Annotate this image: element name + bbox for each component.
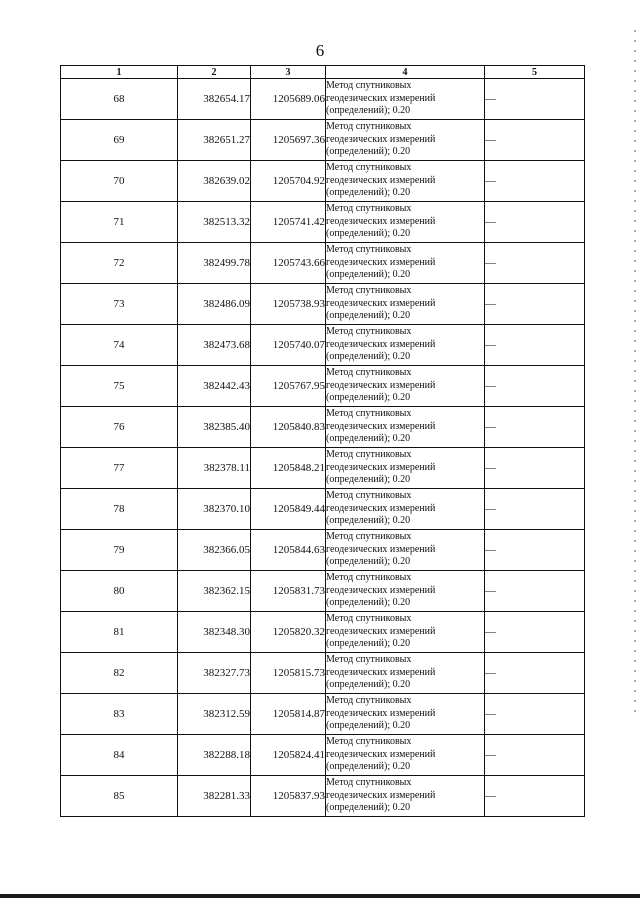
method-line: Метод спутниковых — [326, 121, 412, 133]
note-cell: — — [485, 366, 585, 407]
method-line: (определений); 0.20 — [326, 802, 411, 814]
coordinate-x: 382288.18 — [178, 735, 251, 776]
method-line: (определений); 0.20 — [326, 310, 411, 322]
table-row — [61, 571, 585, 612]
method-line: геодезических измерений — [326, 584, 436, 596]
point-number: 85 — [61, 776, 178, 817]
method-cell — [326, 79, 485, 120]
method-line: геодезических измерений — [326, 543, 436, 555]
method-line: Метод спутниковых — [326, 736, 412, 748]
note-cell: — — [485, 694, 585, 735]
note-cell: — — [485, 448, 585, 489]
note-cell: — — [485, 284, 585, 325]
coordinate-x: 382639.02 — [178, 161, 251, 202]
point-number: 72 — [61, 243, 178, 284]
column-header-x: 2 — [178, 66, 251, 79]
column-header-method: 4 — [326, 66, 485, 79]
method-line: геодезических измерений — [326, 338, 436, 350]
point-number: 69 — [61, 120, 178, 161]
method-line: (определений); 0.20 — [326, 269, 411, 281]
method-cell — [326, 735, 485, 776]
point-number: 74 — [61, 325, 178, 366]
point-number: 81 — [61, 612, 178, 653]
note-cell: — — [485, 653, 585, 694]
coordinate-y: 1205743.66 — [251, 243, 326, 284]
note-cell: — — [485, 612, 585, 653]
method-line: геодезических измерений — [326, 707, 436, 719]
coordinate-y: 1205837.93 — [251, 776, 326, 817]
method-line: геодезических измерений — [326, 625, 436, 637]
coordinate-y: 1205741.42 — [251, 202, 326, 243]
coordinate-y: 1205767.95 — [251, 366, 326, 407]
method-line: (определений); 0.20 — [326, 433, 411, 445]
method-line: (определений); 0.20 — [326, 515, 411, 527]
method-cell — [326, 366, 485, 407]
method-line: Метод спутниковых — [326, 777, 412, 789]
table-row — [61, 79, 585, 120]
scan-bottom-border — [0, 894, 640, 898]
method-line: (определений); 0.20 — [326, 228, 411, 240]
note-cell: — — [485, 202, 585, 243]
coordinate-x: 382654.17 — [178, 79, 251, 120]
method-cell — [326, 530, 485, 571]
point-number: 71 — [61, 202, 178, 243]
table-row — [61, 366, 585, 407]
point-number: 76 — [61, 407, 178, 448]
column-header-note: 5 — [485, 66, 585, 79]
method-line: Метод спутниковых — [326, 531, 412, 543]
column-header-y: 3 — [251, 66, 326, 79]
method-line: Метод спутниковых — [326, 449, 412, 461]
scan-edge-marks — [634, 30, 636, 720]
method-cell — [326, 407, 485, 448]
table-header-row — [61, 66, 585, 79]
method-line: Метод спутниковых — [326, 285, 412, 297]
note-cell: — — [485, 735, 585, 776]
note-cell: — — [485, 530, 585, 571]
table-row — [61, 284, 585, 325]
point-number: 68 — [61, 79, 178, 120]
note-cell: — — [485, 161, 585, 202]
method-cell — [326, 489, 485, 530]
method-line: геодезических измерений — [326, 256, 436, 268]
point-number: 83 — [61, 694, 178, 735]
point-number: 70 — [61, 161, 178, 202]
method-line: (определений); 0.20 — [326, 720, 411, 732]
method-line: (определений); 0.20 — [326, 761, 411, 773]
point-number: 82 — [61, 653, 178, 694]
method-line: геодезических измерений — [326, 420, 436, 432]
method-line: геодезических измерений — [326, 215, 436, 227]
method-cell — [326, 202, 485, 243]
coordinate-x: 382513.32 — [178, 202, 251, 243]
method-line: Метод спутниковых — [326, 162, 412, 174]
method-cell — [326, 612, 485, 653]
method-cell — [326, 448, 485, 489]
method-cell — [326, 325, 485, 366]
method-line: (определений); 0.20 — [326, 556, 411, 568]
method-line: Метод спутниковых — [326, 654, 412, 666]
method-cell — [326, 243, 485, 284]
table-row — [61, 489, 585, 530]
coordinate-y: 1205689.06 — [251, 79, 326, 120]
point-number: 73 — [61, 284, 178, 325]
coordinate-y: 1205820.32 — [251, 612, 326, 653]
coordinate-x: 382499.78 — [178, 243, 251, 284]
table-body — [61, 79, 585, 817]
note-cell: — — [485, 407, 585, 448]
note-cell: — — [485, 243, 585, 284]
coordinate-x: 382385.40 — [178, 407, 251, 448]
method-cell — [326, 571, 485, 612]
coordinates-table — [60, 65, 585, 817]
note-cell: — — [485, 571, 585, 612]
coordinate-x: 382486.09 — [178, 284, 251, 325]
method-line: геодезических измерений — [326, 461, 436, 473]
coordinate-x: 382442.43 — [178, 366, 251, 407]
method-line: Метод спутниковых — [326, 80, 412, 92]
table-row — [61, 448, 585, 489]
method-cell — [326, 776, 485, 817]
method-line: геодезических измерений — [326, 502, 436, 514]
method-line: (определений); 0.20 — [326, 392, 411, 404]
method-line: Метод спутниковых — [326, 367, 412, 379]
method-line: Метод спутниковых — [326, 203, 412, 215]
method-line: Метод спутниковых — [326, 408, 412, 420]
table-row — [61, 612, 585, 653]
note-cell: — — [485, 325, 585, 366]
method-line: геодезических измерений — [326, 174, 436, 186]
point-number: 75 — [61, 366, 178, 407]
note-cell: — — [485, 776, 585, 817]
method-line: Метод спутниковых — [326, 572, 412, 584]
point-number: 84 — [61, 735, 178, 776]
method-line: геодезических измерений — [326, 789, 436, 801]
coordinate-y: 1205738.93 — [251, 284, 326, 325]
table-row — [61, 161, 585, 202]
note-cell: — — [485, 120, 585, 161]
table-row — [61, 735, 585, 776]
coordinate-x: 382348.30 — [178, 612, 251, 653]
method-line: (определений); 0.20 — [326, 638, 411, 650]
method-line: (определений); 0.20 — [326, 187, 411, 199]
coordinate-y: 1205848.21 — [251, 448, 326, 489]
table-row — [61, 120, 585, 161]
method-line: Метод спутниковых — [326, 244, 412, 256]
coordinate-x: 382378.11 — [178, 448, 251, 489]
coordinate-y: 1205824.41 — [251, 735, 326, 776]
method-line: Метод спутниковых — [326, 490, 412, 502]
coordinate-x: 382651.27 — [178, 120, 251, 161]
method-cell — [326, 284, 485, 325]
point-number: 78 — [61, 489, 178, 530]
coordinate-y: 1205814.87 — [251, 694, 326, 735]
point-number: 77 — [61, 448, 178, 489]
coordinate-x: 382362.15 — [178, 571, 251, 612]
coordinate-x: 382281.33 — [178, 776, 251, 817]
method-line: (определений); 0.20 — [326, 679, 411, 691]
method-line: (определений); 0.20 — [326, 105, 411, 117]
coordinate-x: 382327.73 — [178, 653, 251, 694]
note-cell: — — [485, 79, 585, 120]
table-row — [61, 243, 585, 284]
method-cell — [326, 694, 485, 735]
method-line: (определений); 0.20 — [326, 474, 411, 486]
coordinate-y: 1205697.36 — [251, 120, 326, 161]
method-line: Метод спутниковых — [326, 613, 412, 625]
coordinate-y: 1205740.07 — [251, 325, 326, 366]
method-line: (определений); 0.20 — [326, 597, 411, 609]
table-row — [61, 202, 585, 243]
coordinate-x: 382366.05 — [178, 530, 251, 571]
page-number: 6 — [315, 41, 325, 60]
method-line: геодезических измерений — [326, 92, 436, 104]
coordinate-y: 1205704.92 — [251, 161, 326, 202]
method-cell — [326, 161, 485, 202]
method-line: геодезических измерений — [326, 666, 436, 678]
coordinate-x: 382312.59 — [178, 694, 251, 735]
table-row — [61, 407, 585, 448]
coordinate-y: 1205849.44 — [251, 489, 326, 530]
coordinate-y: 1205815.73 — [251, 653, 326, 694]
method-line: геодезических измерений — [326, 297, 436, 309]
method-line: геодезических измерений — [326, 133, 436, 145]
table-row — [61, 694, 585, 735]
table-row — [61, 653, 585, 694]
method-line: геодезических измерений — [326, 379, 436, 391]
coordinate-x: 382370.10 — [178, 489, 251, 530]
method-line: Метод спутниковых — [326, 326, 412, 338]
column-header-number: 1 — [61, 66, 178, 79]
method-line: (определений); 0.20 — [326, 351, 411, 363]
coordinate-y: 1205844.63 — [251, 530, 326, 571]
method-line: геодезических измерений — [326, 748, 436, 760]
table-row — [61, 325, 585, 366]
method-line: (определений); 0.20 — [326, 146, 411, 158]
coordinate-y: 1205840.83 — [251, 407, 326, 448]
table-row — [61, 530, 585, 571]
method-cell — [326, 653, 485, 694]
coordinate-y: 1205831.73 — [251, 571, 326, 612]
method-cell — [326, 120, 485, 161]
coordinate-x: 382473.68 — [178, 325, 251, 366]
point-number: 79 — [61, 530, 178, 571]
method-line: Метод спутниковых — [326, 695, 412, 707]
note-cell: — — [485, 489, 585, 530]
point-number: 80 — [61, 571, 178, 612]
table-row — [61, 776, 585, 817]
